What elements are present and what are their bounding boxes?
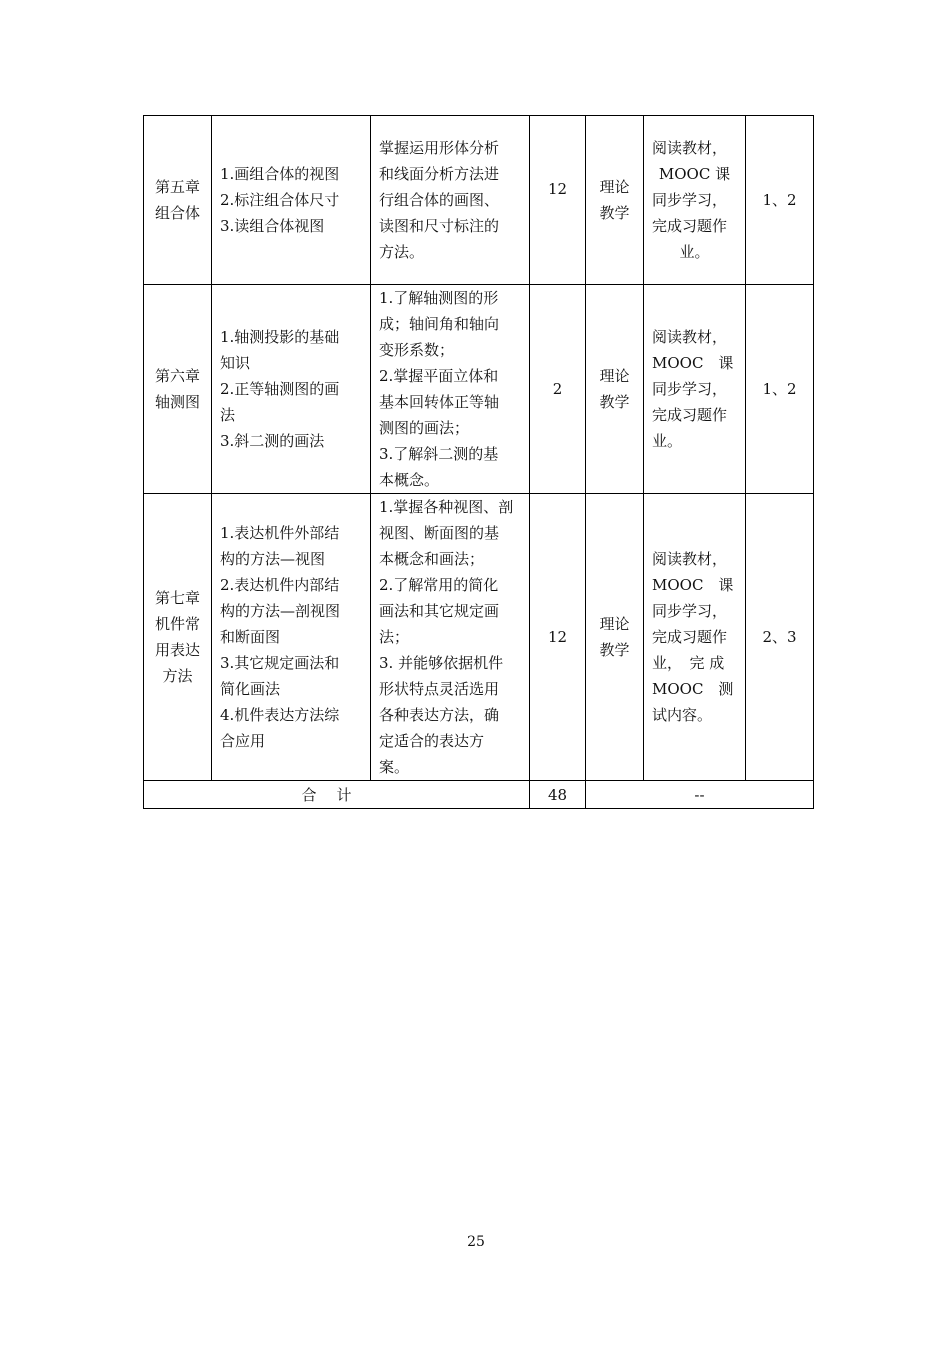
- targets-cell: 2、3: [746, 494, 814, 781]
- total-hours: 48: [530, 781, 586, 809]
- objective-line: 视图、断面图的基: [379, 524, 500, 542]
- method-line: 理论: [599, 367, 630, 385]
- content-line: 和断面图: [220, 628, 281, 646]
- objective-line: 2.了解常用的简化: [379, 576, 499, 594]
- hours-cell: 12: [530, 494, 586, 781]
- objective-line: 变形系数；: [379, 341, 455, 359]
- requirement-line: 完成习题作: [652, 406, 728, 424]
- content-line: 1.轴测投影的基础: [220, 328, 340, 346]
- total-rest: --: [586, 781, 814, 809]
- requirement-line: MOOC 课: [658, 165, 731, 183]
- objective-line: 行组合体的画图、: [379, 191, 500, 209]
- method-line: 理论: [599, 615, 630, 633]
- chapter-line: 第五章: [154, 178, 200, 196]
- page-number: 25: [467, 1234, 485, 1250]
- objectives-cell: [371, 494, 530, 781]
- content-line: 构的方法—剖视图: [220, 602, 341, 620]
- objective-line: 基本回转体正等轴: [379, 393, 500, 411]
- chapter-line: 组合体: [154, 204, 200, 222]
- objectives-cell: [371, 285, 530, 494]
- chapter-cell: [144, 285, 212, 494]
- content-cell: [212, 494, 371, 781]
- chapter-line: 第六章: [154, 367, 200, 385]
- content-line: 3.斜二测的画法: [220, 432, 325, 450]
- requirements-cell: [644, 116, 746, 285]
- objective-line: 法；: [379, 628, 410, 646]
- content-line: 2.正等轴测图的画: [220, 380, 340, 398]
- objectives-cell: [371, 116, 530, 285]
- content-line: 法: [220, 406, 236, 424]
- content-cell: [212, 116, 371, 285]
- objective-line: 各种表达方法，确: [379, 706, 500, 724]
- requirement-line: 阅读教材，: [652, 139, 728, 157]
- content-line: 2.表达机件内部结: [220, 576, 340, 594]
- table-row: [144, 116, 814, 285]
- method-cell: [586, 116, 644, 285]
- objective-line: 成；轴间角和轴向: [379, 315, 500, 333]
- requirement-line: 阅读教材，: [652, 550, 728, 568]
- total-row: [144, 781, 814, 809]
- requirement-line: 阅读教材，: [652, 328, 728, 346]
- objective-line: 定适合的表达方: [379, 732, 485, 750]
- content-cell: [212, 285, 371, 494]
- requirement-line: 业。: [652, 432, 683, 450]
- method-line: 教学: [599, 393, 630, 411]
- content-line: 1.表达机件外部结: [220, 524, 340, 542]
- objective-line: 本概念。: [379, 471, 440, 489]
- method-line: 教学: [599, 204, 630, 222]
- content-line: 简化画法: [220, 680, 281, 698]
- objective-line: 案。: [379, 758, 410, 776]
- requirement-line: 同步学习，: [652, 380, 728, 398]
- chapter-line: 用表达: [154, 641, 200, 659]
- requirement-line: 完成习题作: [652, 217, 728, 235]
- table-row: [144, 285, 814, 494]
- requirements-cell: [644, 494, 746, 781]
- requirements-cell: [644, 285, 746, 494]
- content-line: 合应用: [220, 732, 266, 750]
- method-cell: [586, 285, 644, 494]
- requirement-line: 业。: [679, 243, 710, 261]
- objective-line: 测图的画法；: [379, 419, 470, 437]
- objective-line: 1.掌握各种视图、剖: [379, 498, 514, 516]
- requirement-line: MOOC 课: [652, 354, 734, 372]
- requirement-line: 试内容。: [652, 706, 713, 724]
- hours-cell: 2: [530, 285, 586, 494]
- targets-cell: 1、2: [746, 285, 814, 494]
- course-schedule-table: [143, 115, 814, 809]
- objective-line: 画法和其它规定画: [379, 602, 500, 620]
- content-line: 2.标注组合体尺寸: [220, 191, 340, 209]
- chapter-cell: [144, 116, 212, 285]
- total-label: 合计: [144, 781, 530, 809]
- objective-line: 3. 并能够依据机件: [379, 654, 504, 672]
- content-line: 3.其它规定画法和: [220, 654, 340, 672]
- hours-cell: 12: [530, 116, 586, 285]
- chapter-line: 轴测图: [154, 393, 200, 411]
- method-line: 理论: [599, 178, 630, 196]
- chapter-line: 第七章: [154, 589, 200, 607]
- objective-line: 1.了解轴测图的形: [379, 289, 499, 307]
- requirement-line: 业， 完 成: [652, 654, 725, 672]
- objective-line: 2.掌握平面立体和: [379, 367, 499, 385]
- requirement-line: MOOC 测: [652, 680, 734, 698]
- objective-line: 方法。: [379, 243, 425, 261]
- content-line: 知识: [220, 354, 251, 372]
- requirement-line: 同步学习，: [652, 191, 728, 209]
- requirement-line: 同步学习，: [652, 602, 728, 620]
- method-line: 教学: [599, 641, 630, 659]
- table-row: [144, 494, 814, 781]
- content-line: 构的方法—视图: [220, 550, 326, 568]
- method-cell: [586, 494, 644, 781]
- targets-cell: 1、2: [746, 116, 814, 285]
- objective-line: 3.了解斜二测的基: [379, 445, 499, 463]
- content-line: 4.机件表达方法综: [220, 706, 340, 724]
- chapter-line: 机件常: [154, 615, 200, 633]
- objective-line: 掌握运用形体分析: [379, 139, 500, 157]
- objective-line: 本概念和画法；: [379, 550, 485, 568]
- objective-line: 读图和尺寸标注的: [379, 217, 500, 235]
- chapter-cell: [144, 494, 212, 781]
- objective-line: 和线面分析方法进: [379, 165, 500, 183]
- requirement-line: MOOC 课: [652, 576, 734, 594]
- requirement-line: 完成习题作: [652, 628, 728, 646]
- objective-line: 形状特点灵活选用: [379, 680, 500, 698]
- chapter-line: 方法: [162, 667, 193, 685]
- content-line: 1.画组合体的视图: [220, 165, 340, 183]
- content-line: 3.读组合体视图: [220, 217, 325, 235]
